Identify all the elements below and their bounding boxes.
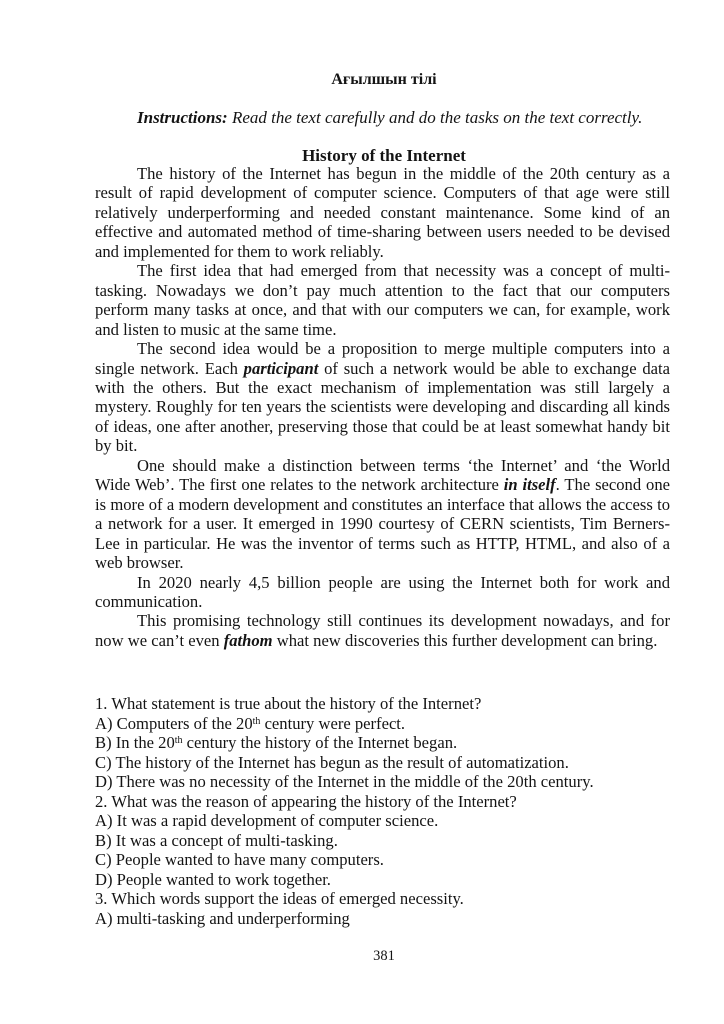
question-number: 3. [95,889,108,908]
option-letter: D) [95,869,113,889]
paragraph-2 [95,261,670,339]
paragraph-6 [95,611,670,650]
paragraph-text: of such a network would be able to exchange data with the others. But the exact mechanism of implementation was still largely a mystery. Roughly for ten years the scientists were developing and discarding all kinds of ideas, one after another, preserving those that could be at least somewhat handy bit by bit. [95,358,670,456]
instructions-label: Instructions: [137,108,228,127]
question-2-option-b [95,831,670,851]
question-1 [95,694,670,714]
instructions [137,108,697,128]
emphasized-word-participant: participant [243,358,319,378]
option-letter: C) [95,752,112,772]
question-text: What statement is true about the history of the Internet? [111,694,482,713]
option-text: century were perfect. [260,713,406,733]
paragraph-text: The second idea would be a proposition to merge multiple computers into a single network. Each [95,339,670,378]
emphasized-word-fathom: fathom [223,630,273,650]
question-3 [95,889,670,909]
question-text: Which words support the ideas of emerged necessity. [111,889,464,908]
question-number: 2. [95,791,108,811]
paragraph-text: The history of the Internet has begun in the middle of the 20th century as a result of rapid development of computer science. Computers of that age were still relatively underperforming and needed constant maintenance. Some kind of an effective and automated method of time-sharing between users needed to be devised and implemented for them to work reliably. [95,164,670,261]
option-letter: A) [95,713,113,733]
question-text: What was the reason of appearing the history of the Internet? [111,791,517,811]
option-text: The history of the Internet has begun as the result of automatization. [115,752,569,772]
reading-text-body [95,164,670,650]
page-number: 381 [373,948,395,964]
option-text: There was no necessity of the Internet in the middle of the 20th century. [116,772,594,791]
option-text: multi-tasking and underperforming [116,908,350,928]
question-2 [95,792,670,812]
option-text: It was a rapid development of computer science. [116,811,439,830]
option-letter: C) [95,850,112,869]
question-3-option-a [95,909,670,929]
paragraph-5 [95,573,670,612]
paragraph-text: This promising technology still continues its development nowadays, and for now we can’t even [95,611,670,650]
question-1-option-d [95,772,670,792]
paragraph-text: . The second one is more of a modern development and constitutes an interface that allows the access to a network for a user. It emerged in 1990 courtesy of CERN scientists, Tim Berners-Lee in particular. He was the inventor of terms such as HTTP, HTML, and also of a web browser. [95,475,670,573]
paragraph-text: One should make a distinction between terms ‘the Internet’ and ‘the World Wide Web’. The first one relates to the network architecture [95,455,670,495]
question-2-option-d [95,870,670,890]
instructions-text: Read the text carefully and do the tasks on the text correctly. [227,108,643,127]
option-letter: A) [95,811,113,830]
paragraph-text: what new discoveries this further development can bring. [272,630,658,650]
option-letter: D) [95,772,113,791]
option-letter: B) [95,733,112,752]
question-2-option-c [95,850,670,870]
emphasized-word-in-itself: in itself [503,475,556,495]
question-1-option-a [95,714,670,734]
reading-text-title: History of the Internet [302,146,466,165]
option-text: In the 20 [115,733,175,752]
paragraph-4 [95,456,670,573]
superscript: th [174,735,183,746]
paragraph-3 [95,339,670,456]
option-text: Computers of the 20 [116,713,253,733]
option-text: People wanted to work together. [116,869,331,889]
option-text: century the history of the Internet began. [182,733,458,752]
question-2-option-a [95,811,670,831]
question-number: 1. [95,694,108,713]
option-text: People wanted to have many computers. [115,850,384,869]
question-1-option-c [95,753,670,773]
option-letter: A) [95,908,113,928]
superscript: th [252,715,261,727]
paragraph-1 [95,164,670,261]
paragraph-text: In 2020 nearly 4,5 billion people are using the Internet both for work and communication. [95,572,670,611]
option-letter: B) [95,830,112,850]
questions-section [95,694,670,928]
question-1-option-b [95,733,670,753]
subject-title: Ағылшын тілі [331,71,437,88]
paragraph-text: The first idea that had emerged from that necessity was a concept of multi-tasking. Nowadays we don’t pay much attention to the fact that our computers perform many tasks at once, and that with our computers we can, for example, work and listen to music at the same time. [95,261,670,339]
option-text: It was a concept of multi-tasking. [115,830,338,850]
